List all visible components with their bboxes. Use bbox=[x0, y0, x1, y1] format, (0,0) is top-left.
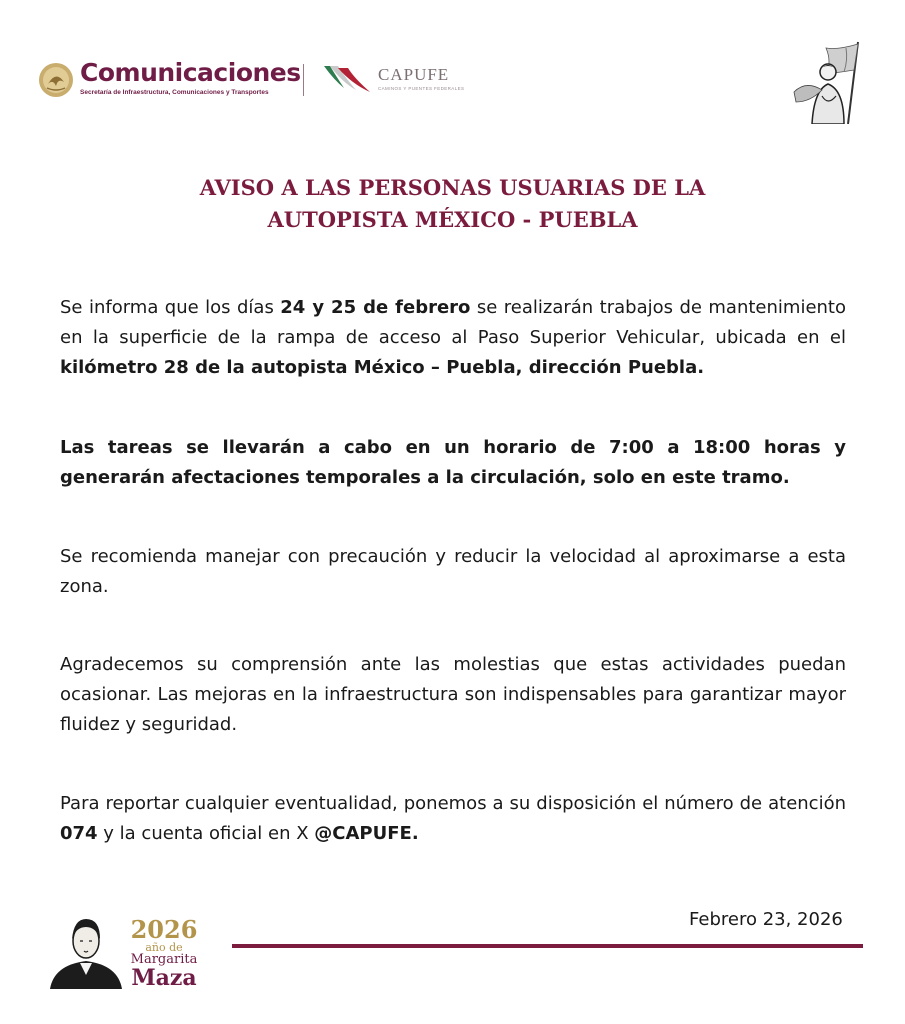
p1-text-c: se realizarán trabajos de mantenimiento en la superficie de la rampa de acceso al Paso Superior Vehicular, ubicada en el bbox=[60, 297, 846, 348]
p1-location: kilómetro 28 de la autopista México – Puebla, dirección Puebla. bbox=[60, 357, 705, 378]
brand-title: Comunicaciones bbox=[80, 58, 301, 87]
margarita-maza-portrait-icon bbox=[46, 913, 126, 989]
header-divider bbox=[303, 64, 304, 96]
paragraph-hours bbox=[60, 433, 846, 493]
notice-title bbox=[0, 172, 905, 236]
paragraph-thanks bbox=[60, 650, 846, 740]
paragraph-schedule bbox=[60, 293, 846, 383]
year-logo-year: 2026 bbox=[130, 915, 198, 944]
capufe-name: CAPUFE bbox=[378, 65, 450, 84]
p5-text-c: y la cuenta oficial en X bbox=[97, 823, 315, 844]
year-logo-line-2: Margarita bbox=[130, 952, 198, 967]
p5-x-account: @CAPUFE. bbox=[314, 823, 419, 844]
year-logo-line-3: Maza bbox=[131, 965, 197, 991]
p5-phone: 074 bbox=[60, 823, 98, 844]
footer-rule bbox=[232, 944, 863, 948]
p4-text: Agradecemos su comprensión ante las molestias que estas actividades puedan ocasionar. Las mejoras en la infraestructura son indispensables para garantizar mayor fluidez y seguridad. bbox=[60, 654, 846, 735]
year-logo bbox=[128, 915, 200, 991]
p5-text-a: Para reportar cualquier eventualidad, ponemos a su disposición el número de atención bbox=[60, 793, 846, 814]
brand-subtitle: Secretaría de Infraestructura, Comunicaciones y Transportes bbox=[80, 89, 269, 96]
capufe-ribbon-logo-icon bbox=[322, 62, 372, 96]
p1-text-a: Se informa que los días bbox=[60, 297, 281, 318]
p2-text: Las tareas se llevarán a cabo en un horario de 7:00 a 18:00 horas y generarán afectaciones temporales a la circulación, solo en este tramo. bbox=[60, 437, 846, 488]
paragraph-recommendation bbox=[60, 542, 846, 602]
p1-dates: 24 y 25 de febrero bbox=[280, 297, 471, 318]
capufe-subtitle: CAMINOS Y PUENTES FEDERALES bbox=[378, 86, 465, 91]
heroine-with-flag-icon bbox=[786, 40, 868, 124]
year-logo-line-1: año de bbox=[145, 941, 183, 954]
mexican-eagle-seal-icon bbox=[38, 62, 74, 98]
p3-text: Se recomienda manejar con precaución y reducir la velocidad al aproximarse a esta zona. bbox=[60, 546, 846, 597]
notice-title-line-1: AVISO A LAS PERSONAS USUARIAS DE LA bbox=[199, 175, 706, 200]
notice-title-line-2: AUTOPISTA MÉXICO - PUEBLA bbox=[267, 207, 638, 232]
paragraph-contact bbox=[60, 789, 846, 849]
notice-date: Febrero 23, 2026 bbox=[689, 909, 843, 930]
